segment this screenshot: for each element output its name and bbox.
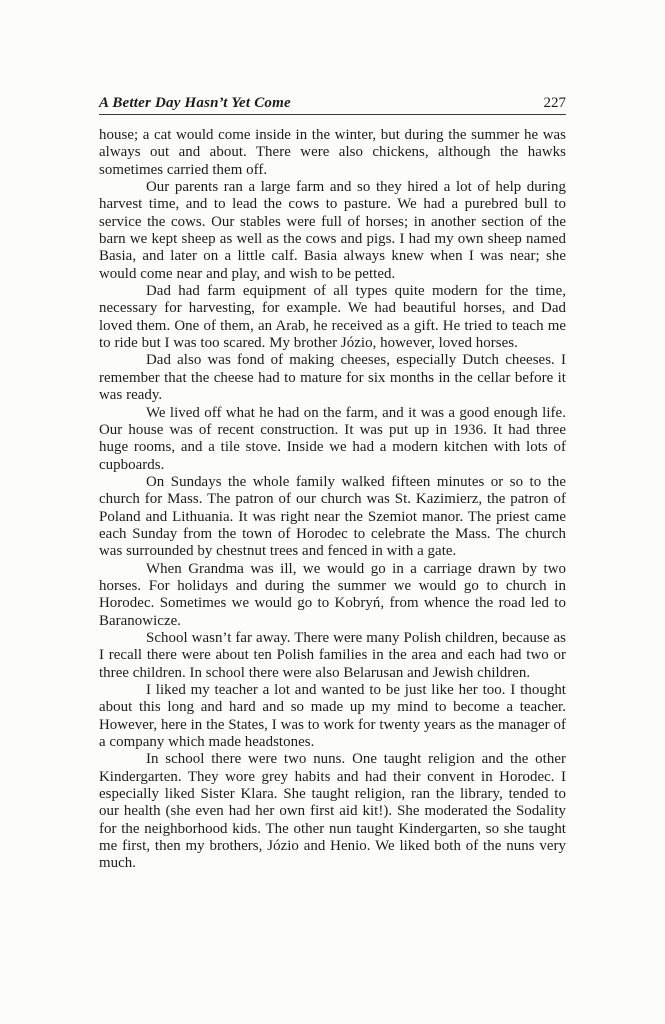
page-body [99, 127, 566, 873]
paragraph: house; a cat would come inside in the winter, but during the summer he was always out and about. There were also chickens, although the hawks sometimes carried them off. [99, 127, 566, 178]
paragraph: In school there were two nuns. One taught religion and the other Kindergarten. They wore grey habits and had their convent in Horodec. I especially liked Sister Klara. She taught religion, ran the library, tended to our health (she even had her own first aid kit!). She moderated the Sodality for the neighborhood kids. The other nun taught Kindergarten, so she taught me first, then my brothers, Józio and Henio. We liked both of the nuns very much. [99, 751, 566, 872]
page-content [99, 95, 566, 873]
paragraph: Dad also was fond of making cheeses, especially Dutch cheeses. I remember that the cheese had to mature for six months in the cellar before it was ready. [99, 352, 566, 404]
paragraph: School wasn’t far away. There were many Polish children, because as I recall there were about ten Polish families in the area and each had two or three children. In school there were also Belarusan and Jewish children. [99, 629, 566, 681]
paragraph: Our parents ran a large farm and so they hired a lot of help during harvest time, and to lead the cows to pasture. We had a purebred bull to service the cows. Our stables were full of horses; in another section of the barn we kept sheep as well as the cows and pigs. I had my own sheep named Basia, and later on a little calf. Basia always knew when I was near; she would come near and play, and wish to be petted. [99, 179, 566, 282]
page-number: 227 [543, 95, 566, 111]
paragraph: On Sundays the whole family walked fifteen minutes or so to the church for Mass. The patron of our church was St. Kazimierz, the patron of Poland and Lithuania. It was right near the Szemiot manor. The priest came each Sunday from the town of Horodec to celebrate the Mass. The church was surrounded by chestnut trees and fenced in with a gate. [99, 473, 566, 560]
running-header [99, 95, 566, 115]
paragraph: When Grandma was ill, we would go in a carriage drawn by two horses. For holidays and during the summer we would go to church in Horodec. Sometimes we would go to Kobryń, from whence the road led to Baranowicze. [99, 560, 566, 629]
running-header-title: A Better Day Hasn’t Yet Come [99, 95, 291, 111]
paragraph: We lived off what he had on the farm, and it was a good enough life. Our house was of recent construction. It was put up in 1936. It had three huge rooms, and a tile stove. Inside we had a modern kitchen with lots of cupboards. [99, 404, 566, 473]
paragraph: I liked my teacher a lot and wanted to be just like her too. I thought about this long and hard and so made up my mind to become a teacher. However, here in the States, I was to work for twenty years as the manager of a company which made headstones. [99, 682, 566, 751]
paragraph: Dad had farm equipment of all types quite modern for the time, necessary for harvesting, for example. We had beautiful horses, and Dad loved them. One of them, an Arab, he received as a gift. He tried to teach me to ride but I was too scared. My brother Józio, however, loved horses. [99, 283, 566, 352]
